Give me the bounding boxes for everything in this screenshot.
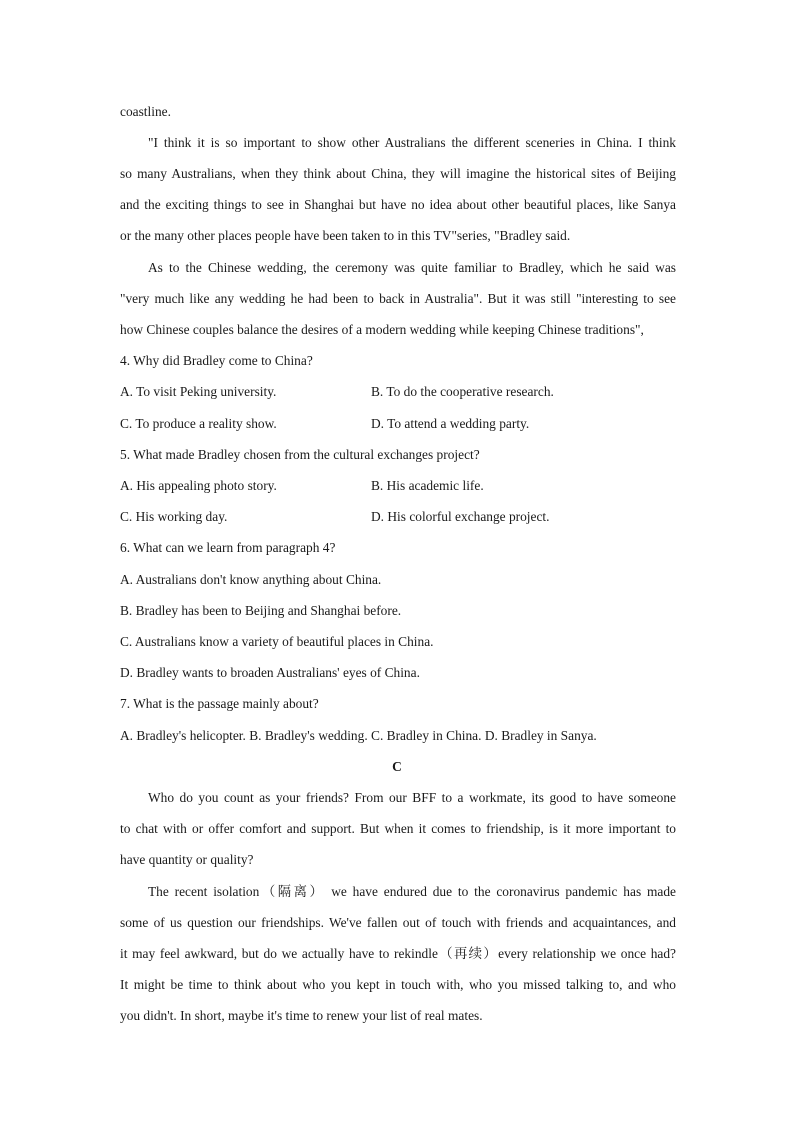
section-heading: C [392,759,402,774]
passage-line: so many Australians, when they think about China, they will imagine the historical sites of Beijing [120,166,676,181]
options-row: A. Bradley's helicopter. B. Bradley's wedding. C. Bradley in China. D. Bradley in Sanya. [120,728,597,743]
option-b: B. Bradley has been to Beijing and Shanghai before. [120,603,402,618]
option-b: B. His academic life. [371,478,484,493]
passage-line: "I think it is so important to show other Australians the different sceneries in China. I think [148,135,676,150]
passage-line: have quantity or quality? [120,852,254,867]
passage-line: to chat with or offer comfort and support. But when it comes to friendship, is it more important to [120,821,676,836]
option-b: B. To do the cooperative research. [371,384,554,399]
passage-line: how Chinese couples balance the desires of a modern wedding while keeping Chinese traditions", [120,322,644,337]
passage-line: Who do you count as your friends? From our BFF to a workmate, its good to have someone [148,790,676,805]
passage-line: some of us question our friendships. We've fallen out of touch with friends and acquaintances, and [120,915,676,930]
option-c: C. To produce a reality show. [120,416,277,431]
option-d: D. To attend a wedding party. [371,416,530,431]
option-c: C. Australians know a variety of beautiful places in China. [120,634,434,649]
question-stem: 4. Why did Bradley come to China? [120,353,313,368]
passage-line: you didn't. In short, maybe it's time to renew your list of real mates. [120,1008,483,1023]
question-stem: 5. What made Bradley chosen from the cultural exchanges project? [120,447,480,462]
option-c: C. His working day. [120,509,228,524]
passage-line: The recent isolation（隔离） we have endured due to the coronavirus pandemic has made [148,884,676,899]
option-d: D. His colorful exchange project. [371,509,550,524]
passage-line: It might be time to think about who you kept in touch with, who you missed talking to, and who [120,977,676,992]
question-stem: 6. What can we learn from paragraph 4? [120,540,336,555]
option-a: A. Australians don't know anything about China. [120,572,382,587]
passage-line: "very much like any wedding he had been to back in Australia". But it was still "interesting to see [120,291,676,306]
passage-line: it may feel awkward, but do we actually have to rekindle（再续）every relationship we once had? [120,946,676,961]
passage-line: or the many other places people have been taken to in this TV"series, "Bradley said. [120,228,571,243]
passage-line: As to the Chinese wedding, the ceremony was quite familiar to Bradley, which he said was [148,260,676,275]
question-stem: 7. What is the passage mainly about? [120,696,319,711]
option-a: A. His appealing photo story. [120,478,277,493]
option-d: D. Bradley wants to broaden Australians' eyes of China. [120,665,420,680]
passage-line: and the exciting things to see in Shanghai but have no idea about other beautiful places, like Sanya [120,197,676,212]
passage-line: coastline. [120,104,171,119]
option-a: A. To visit Peking university. [120,384,277,399]
